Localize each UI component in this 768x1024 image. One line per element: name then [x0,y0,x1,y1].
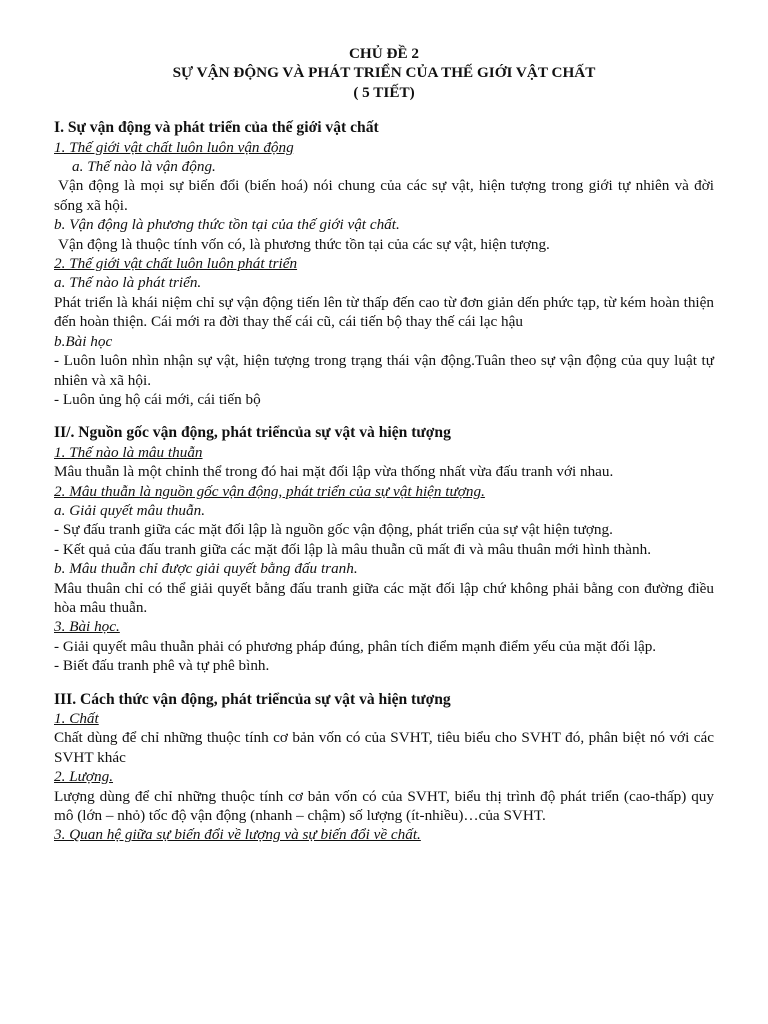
section-1-item-a2: a. Thế nào là phát triển. [54,274,202,292]
section-1-para-2: Vận động là thuộc tính vốn có, là phương thức tồn tại của các sự vật, hiện tượng. [58,235,550,253]
section-1-item-b: b. Vận động là phương thức tồn tại của thế giới vật chất. [54,216,400,234]
section-1-item-a: a. Thế nào là vận động. [72,158,216,176]
section-1-para-3: Phát triển là khái niệm chỉ sự vận động tiến lên từ thấp đến cao từ đơn giản dến phức tạp, từ kém hoàn thiện đến hoàn thiện. Cái mới ra đời thay thế cái cũ, cái tiến bộ thay thế cái lạc hậu [54,293,714,331]
document-page [54,44,714,845]
section-1-item-b2: b.Bài học [54,332,113,350]
section-2-para-1: Mâu thuẫn là một chỉnh thể trong đó hai mặt đối lập vừa thống nhất vừa đấu tranh với nhau. [54,463,614,481]
topic-heading: CHỦ ĐỀ 2 [348,45,420,62]
section-1-para-4: - Luôn luôn nhìn nhận sự vật, hiện tượng trong trạng thái vận động.Tuân theo sự vận động của quy luật tự nhiên và xã hội. [54,352,714,389]
section-3-title: III. Cách thức vận động, phát triểncủa sự vật và hiện tượng [54,690,451,708]
section-2-para-5: - Giải quyết mâu thuẫn phải có phương pháp đúng, phân tích điểm mạnh điểm yếu của mặt đối lập. [54,637,657,655]
section-1-title: I. Sự vận động và phát triển của thế giới vật chất [54,119,379,137]
periods-label: ( 5 TIẾT) [353,83,415,101]
section-3-sub-2: 2. Lượng. [54,768,114,786]
document-title: SỰ VẬN ĐỘNG VÀ PHÁT TRIỂN CỦA THẾ GIỚI VẬT CHẤT [172,64,596,82]
section-2-para-4: Mâu thuân chỉ có thể giải quyết bằng đấu tranh giữa các mặt đối lập chứ không phải bằng con đường điều hòa mâu thuẫn. [54,579,714,616]
section-1-sub-1: 1. Thế giới vật chất luôn luôn vận động [54,138,294,156]
section-1-sub-2: 2. Thế giới vật chất luôn luôn phát triển [54,255,298,273]
section-2-para-6: - Biết đấu tranh phê và tự phê bình. [54,657,270,675]
section-2-para-2: - Sự đấu tranh giữa các mặt đối lập là nguồn gốc vận động, phát triển của sự vật hiện tượng. [54,521,613,539]
section-2-title: II/. Nguồn gốc vận động, phát triểncủa sự vật và hiện tượng [54,424,451,442]
section-1-para-5: - Luôn ủng hộ cái mới, cái tiến bộ [54,390,261,408]
section-3-para-2: Lượng dùng để chỉ những thuộc tính cơ bản vốn có của SVHT, biểu thị trình độ phát triển (cao-thấp) quy mô (lớn – nhỏ) tốc độ vận động (nhanh – chậm) số lượng (ít-nhiều)…của SVHT. [54,787,714,825]
section-3-sub-1: 1. Chất [54,710,99,727]
section-2-para-3: - Kết quả của đấu tranh giữa các mặt đối lập là mâu thuẫn cũ mất đi và mâu thuân mới hình thành. [54,540,651,558]
section-2-item-a: a. Giải quyết mâu thuẫn. [54,501,206,519]
section-3-para-1: Chất dùng để chỉ những thuộc tính cơ bản vốn có của SVHT, tiêu biểu cho SVHT đó, phân biệt nó với các SVHT khác [54,729,714,766]
section-2-item-b: b. Mâu thuẫn chỉ được giải quyết bằng đấu tranh. [54,560,358,578]
section-2-sub-2: 2. Mâu thuẫn là nguồn gốc vận động, phát triển của sự vật hiện tượng. [54,482,485,500]
section-3-sub-3: 3. Quan hệ giữa sự biến đổi về lượng và sự biến đổi về chất. [54,826,421,844]
section-2-sub-1: 1. Thế nào là mâu thuẫn [54,443,203,461]
section-2-sub-3: 3. Bài học. [54,618,120,636]
section-1-para-1: Vận động là mọi sự biến đổi (biến hoá) nói chung của các sự vật, hiện tượng trong giới tự nhiên và đời sống xã hội. [54,177,714,214]
